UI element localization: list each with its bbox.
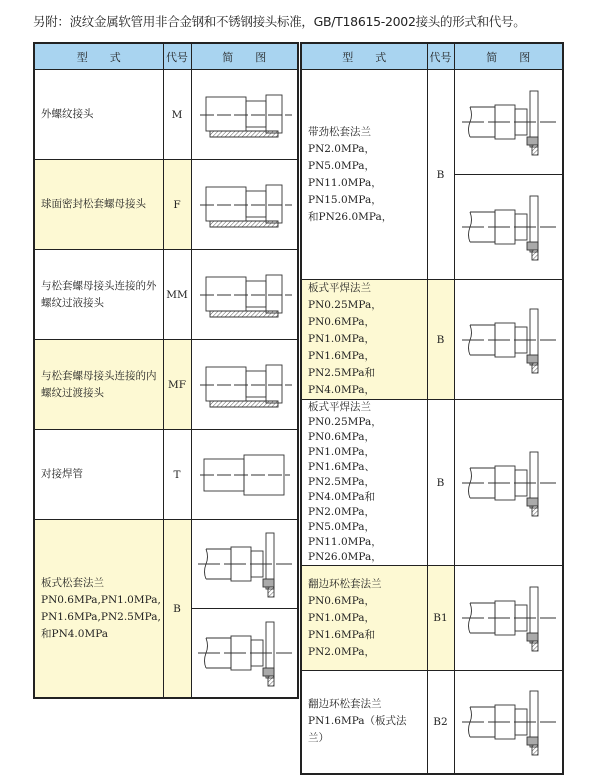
header-diagram: 简图: [191, 43, 298, 70]
pressure-line: PN0.6MPa,PN1.0MPa,: [41, 593, 161, 606]
type-cell: [301, 400, 427, 566]
plate-loose-flange-diagram: [191, 520, 298, 609]
header-type: 型式: [34, 43, 163, 70]
slip-on-flange-diagram: [454, 400, 563, 566]
pressure-line: PN2.5MPa和PN4.0MPa，: [308, 367, 376, 396]
pressure-line: PN1.0MPa，PN1.6MPa、: [308, 446, 376, 473]
code-cell: B: [163, 520, 191, 699]
welding-neck-flange-diagram: [454, 70, 563, 175]
pressure-line: PN1.6MPa,PN2.5MPa,: [41, 610, 161, 623]
type-cell: 与松套螺母接头连接的内螺纹过渡接头: [34, 340, 163, 430]
pressure-line: PN0.25MPa，PN0.6MPa，: [308, 416, 382, 443]
header-type: 型式: [301, 43, 427, 70]
welding-neck-flange-diagram: [454, 175, 563, 280]
pressure-line: 和PN4.0MPa: [41, 627, 109, 640]
type-cell: 对接焊管: [34, 430, 163, 520]
pressure-line: PN11.0MPa，PN15.0MPa，: [308, 176, 382, 206]
pressure-line: PN11.0MPa，PN26.0MPa，: [308, 536, 382, 563]
right-table: [300, 42, 564, 775]
code-cell: F: [163, 160, 191, 250]
butt-weld-pipe-diagram: [191, 430, 298, 520]
spherical-seal-nut-fitting-diagram: [191, 160, 298, 250]
pressure-line: PN0.25MPa，PN0.6MPa，: [308, 299, 382, 328]
male-thread-fitting-diagram: [191, 70, 298, 160]
code-cell: B2: [427, 671, 454, 774]
type-cell: [301, 70, 427, 280]
pressure-line: PN2.0MPa，PN5.0MPa，: [308, 506, 376, 533]
type-cell: [301, 671, 427, 774]
type-name: 板式平焊法兰: [308, 401, 371, 413]
pressure-line: PN1.6MPa（板式法兰）: [308, 715, 407, 745]
code-cell: M: [163, 70, 191, 160]
type-cell: 球面密封松套螺母接头: [34, 160, 163, 250]
type-cell: 与松套螺母接头连接的外螺纹过液接头: [34, 250, 163, 340]
type-name: 带劲松套法兰: [308, 125, 371, 138]
type-name: 板式平焊法兰: [308, 282, 371, 294]
pressure-line: PN2.0MPa，PN5.0MPa，: [308, 142, 376, 172]
left-table: [33, 42, 299, 699]
type-cell: [301, 566, 427, 671]
lap-joint-flange-diagram: [454, 671, 563, 774]
male-adapter-diagram: [191, 250, 298, 340]
pressure-line: 和PN26.0MPa，: [308, 210, 393, 223]
type-name: 翻边环松套法兰: [308, 577, 382, 590]
page-title: 另附：波纹金属软管用非合金钢和不锈钢接头标准，GB/T18615-2002接头的形式和代号。: [33, 14, 526, 29]
female-adapter-diagram: [191, 340, 298, 430]
pressure-line: PN1.6MPa和PN2.0MPa，: [308, 628, 376, 658]
plate-loose-flange-diagram: [191, 609, 298, 699]
type-cell: [301, 280, 427, 400]
type-cell: 外螺纹接头: [34, 70, 163, 160]
code-cell: B: [427, 70, 454, 280]
type-cell: [34, 520, 163, 699]
type-name: 板式松套法兰: [41, 576, 104, 589]
code-cell: B1: [427, 566, 454, 671]
pressure-line: PN1.0MPa，PN1.6MPa，: [308, 333, 376, 362]
pressure-line: PN0.6MPa，PN1.0MPa，: [308, 594, 376, 624]
code-cell: T: [163, 430, 191, 520]
type-name: 翻边环松套法兰: [308, 698, 382, 711]
header-code: 代号: [163, 43, 191, 70]
code-cell: MM: [163, 250, 191, 340]
code-cell: B: [427, 280, 454, 400]
lap-joint-flange-diagram: [454, 566, 563, 671]
code-cell: B: [427, 400, 454, 566]
header-diagram: 简图: [454, 43, 563, 70]
pressure-line: PN2.5MPa，PN4.0MPa和: [308, 476, 376, 503]
code-cell: MF: [163, 340, 191, 430]
header-code: 代号: [427, 43, 454, 70]
slip-on-flange-diagram: [454, 280, 563, 400]
